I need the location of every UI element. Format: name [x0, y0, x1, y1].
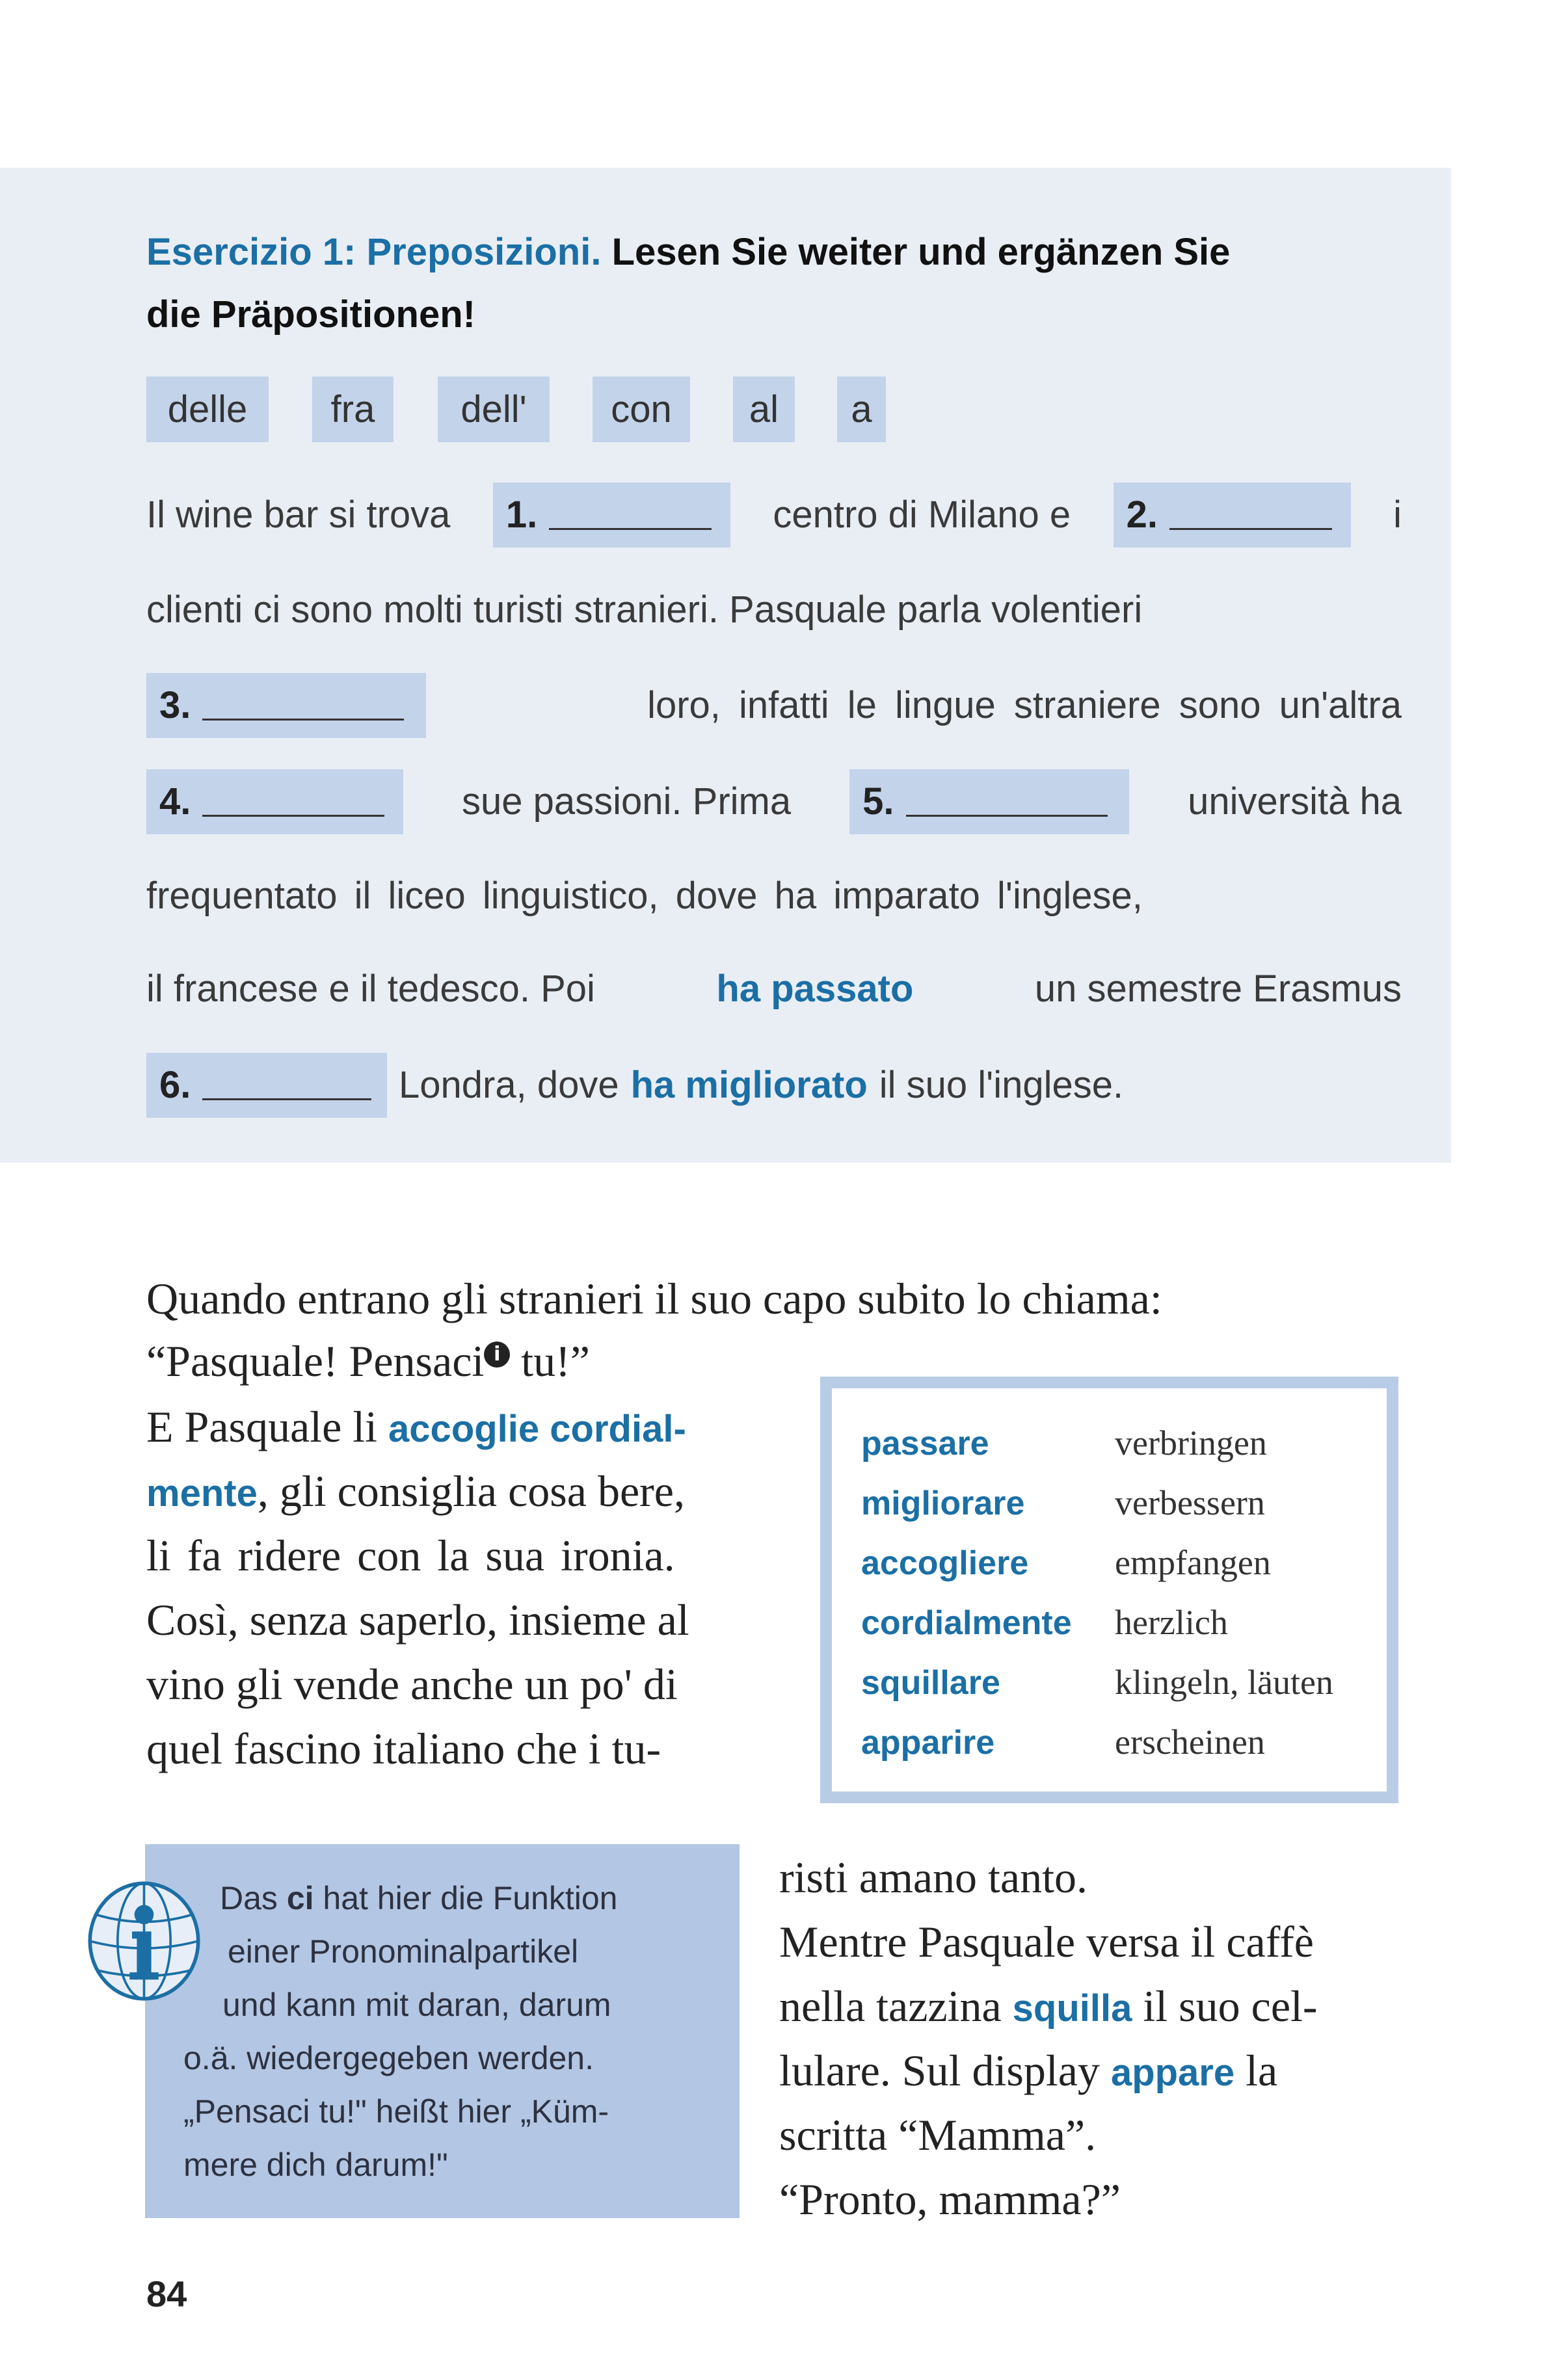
- text: nella tazzina: [779, 1981, 1013, 2031]
- exercise-line: [146, 673, 1402, 738]
- text: Il wine bar si trova: [146, 494, 451, 536]
- highlight-word: squilla: [1012, 1987, 1132, 2030]
- vocab-italian: apparire: [861, 1724, 995, 1762]
- word-chip[interactable]: fra: [312, 377, 394, 442]
- story-line: [779, 1845, 1087, 1910]
- text: scritta “Mamma”.: [779, 2110, 1097, 2160]
- vocab-italian: squillare: [861, 1664, 1000, 1702]
- info-line: [183, 2138, 448, 2191]
- highlight-word: accoglie cordial-: [388, 1408, 686, 1450]
- gap-6[interactable]: [146, 1053, 387, 1118]
- text: università ha: [1188, 780, 1402, 823]
- gap-4[interactable]: [146, 769, 403, 834]
- gap-number: 5.: [862, 780, 894, 823]
- word-chip[interactable]: con: [593, 377, 690, 442]
- text: Mentre Pasquale versa il caffè: [779, 1917, 1314, 1966]
- text: lulare. Sul display: [779, 2046, 1111, 2095]
- text: o.ä. wiedergegeben werden.: [183, 2040, 594, 2076]
- info-globe-icon: [84, 1879, 204, 2003]
- story-line: [779, 1910, 1314, 1974]
- story-line: [146, 1395, 686, 1459]
- text: centro di Milano e: [773, 494, 1071, 536]
- vocab-italian: cordialmente: [861, 1604, 1072, 1642]
- vocab-row: [861, 1473, 1265, 1533]
- text: hat hier die Funktion: [314, 1880, 618, 1916]
- text: mere dich darum!": [183, 2147, 448, 2183]
- vocab-row: [861, 1593, 1228, 1652]
- text: , gli consiglia cosa bere,: [257, 1466, 685, 1516]
- gap-5[interactable]: [849, 769, 1129, 834]
- info-line: [183, 2085, 609, 2138]
- highlight-word: mente: [146, 1472, 258, 1514]
- vocab-row: [861, 1652, 1333, 1712]
- story-line: [146, 1459, 685, 1524]
- highlight-word: ha migliorato: [630, 1064, 868, 1106]
- story-line: [146, 1588, 689, 1652]
- story-line: [146, 1717, 661, 1781]
- text: sue passioni. Prima: [462, 780, 792, 823]
- story-line: [779, 1974, 1318, 2039]
- story-line: [146, 1524, 675, 1588]
- vocab-italian: migliorare: [861, 1485, 1025, 1522]
- text: loro, infatti le lingue straniere sono un'altra: [647, 684, 1402, 726]
- text: “Pronto, mamma?”: [779, 2175, 1121, 2224]
- story-line: [146, 1267, 1320, 1331]
- vocab-german: empfangen: [1115, 1543, 1271, 1582]
- story-line: [779, 2103, 1096, 2167]
- info-marker-icon[interactable]: i: [484, 1342, 510, 1368]
- vocab-row: [861, 1712, 1265, 1772]
- text: il francese e il tedesco. Poi: [146, 968, 595, 1010]
- highlight-word: appare: [1110, 2052, 1235, 2094]
- text: il suo cel-: [1132, 1981, 1318, 2031]
- info-line: [228, 1925, 578, 1978]
- text: tu!”: [510, 1336, 590, 1386]
- text: Das: [220, 1880, 287, 1916]
- text: „Pensaci tu!" heißt hier „Küm-: [183, 2093, 609, 2130]
- info-line: [220, 1871, 617, 1925]
- gap-number: 1.: [505, 494, 538, 536]
- exercise-instruction: Lesen Sie weiter und ergänzen Sie: [611, 231, 1231, 273]
- gap-1[interactable]: [493, 483, 730, 548]
- gap-2[interactable]: [1114, 483, 1351, 548]
- info-line: [183, 2031, 594, 2085]
- exercise-heading: [146, 221, 1230, 346]
- vocab-german: herzlich: [1115, 1603, 1228, 1642]
- highlight-word: ha passato: [716, 968, 914, 1010]
- text: i: [1393, 494, 1402, 536]
- gap-number: 2.: [1126, 494, 1158, 536]
- page-number: 84: [146, 2273, 187, 2314]
- text: vino gli vende anche un po' di: [146, 1659, 678, 1709]
- vocab-italian: passare: [861, 1425, 989, 1462]
- text: il suo l'inglese.: [879, 1064, 1124, 1106]
- word-chip[interactable]: al: [733, 377, 795, 442]
- text: E Pasquale li: [146, 1402, 389, 1451]
- vocab-german: verbringen: [1115, 1423, 1267, 1462]
- exercise-line: [146, 769, 1402, 834]
- text: quel fascino italiano che i tu-: [146, 1724, 661, 1773]
- vocab-german: verbessern: [1115, 1483, 1265, 1522]
- text: la: [1234, 2046, 1278, 2095]
- highlight-word: ci: [286, 1880, 314, 1916]
- vocab-german: erscheinen: [1115, 1723, 1265, 1762]
- info-line: [222, 1978, 611, 2031]
- word-chip[interactable]: delle: [146, 377, 269, 442]
- exercise-line: [146, 864, 1402, 929]
- story-line: [779, 2039, 1277, 2103]
- vocab-row: [861, 1533, 1271, 1593]
- exercise-instruction-cont: die Präpositionen!: [146, 293, 475, 336]
- vocab-german: klingeln, läuten: [1115, 1663, 1333, 1702]
- word-chip[interactable]: a: [837, 377, 886, 442]
- gap-number: 4.: [159, 780, 191, 823]
- text: und kann mit daran, darum: [222, 1987, 611, 2023]
- text: Londra, dove: [399, 1064, 619, 1106]
- vocab-row: [861, 1413, 1267, 1473]
- text: li fa ridere con la sua ironia.: [146, 1531, 675, 1580]
- text: un semestre Erasmus: [1034, 968, 1402, 1010]
- text: clienti ci sono molti turisti stranieri. Pasquale parla volentieri: [146, 588, 1143, 631]
- word-chip[interactable]: dell': [438, 377, 550, 442]
- text: Così, senza saperlo, insieme al: [146, 1595, 689, 1645]
- text: einer Pronominalpartikel: [228, 1933, 579, 1970]
- vocabulary-box: [820, 1377, 1398, 1803]
- text: Quando entrano gli stranieri il suo capo subito lo chiama:: [146, 1274, 1162, 1323]
- text: risti amano tanto.: [779, 1853, 1088, 1902]
- exercise-line: [146, 1053, 1402, 1118]
- gap-number: 3.: [159, 684, 191, 726]
- exercise-title: Esercizio 1: Preposizioni.: [146, 231, 602, 273]
- gap-number: 6.: [159, 1064, 191, 1106]
- exercise-line: [146, 577, 1402, 642]
- story-line: [146, 1652, 678, 1717]
- story-line: [146, 1329, 590, 1394]
- exercise-line: [146, 483, 1402, 548]
- story-line: [779, 2167, 1121, 2232]
- exercise-line: [146, 957, 1402, 1022]
- gap-3[interactable]: [146, 673, 426, 738]
- text: “Pasquale! Pensaci: [146, 1336, 485, 1386]
- text: frequentato il liceo linguistico, dove ha imparato l'inglese,: [146, 875, 1143, 917]
- vocab-italian: accogliere: [861, 1544, 1029, 1582]
